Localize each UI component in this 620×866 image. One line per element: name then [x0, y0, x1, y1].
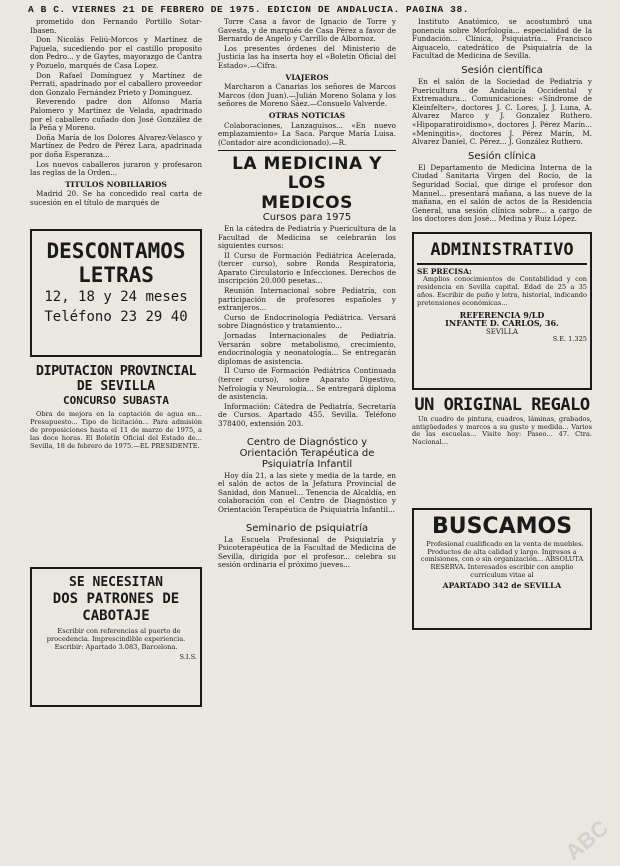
ad-administrativo — [412, 232, 592, 390]
ad-body: Un cuadro de pintura, cuadros, láminas, grabados, antigüedades y marcos a su gusto y medida... Varios de las escuelas... Visite hoy: Paseo... 47. Ctra. Nacional... — [412, 414, 592, 447]
paragraph: Don Rafael Domínguez y Martínez de Perrati, apadrinado por el caballero proveedor don Gonzalo Fernández Prieto y Dominguez. — [30, 70, 202, 97]
section-heading: TITULOS NOBILIARIOS — [65, 179, 167, 189]
ad-headline: CABOTAJE — [82, 608, 150, 625]
ad-buscamos — [412, 508, 592, 630]
paragraph: II Curso de Formación Pediátrica Acelerada, (tercer curso), sobre Ronda Respiratoria, Aparato Circulatorio e Infecciones. Derechos de inscripción 20.000 pesetas... — [218, 250, 396, 286]
ad-headline: BUSCAMOS — [431, 513, 573, 539]
paragraph: prometido don Fernando Portillo Sotar-Ibasen. — [30, 17, 202, 35]
page-header: A B C. VIERNES 21 DE FEBRERO DE 1975. EDICION DE ANDALUCIA. PAGINA 38. — [28, 4, 470, 15]
paragraph: Torre Casa a favor de Ignacio de Torre y Gavesta, y de marqués de Casa Pérez a favor de Bernardo de Angelo y Carrillo de Albornoz. — [218, 17, 396, 44]
ad-diputacion — [30, 363, 202, 563]
ad-ref: APARTADO 342 de SEVILLA — [442, 580, 562, 590]
paragraph: Doña María de los Dolores Alvarez-Velasco y Martínez de Pedro de Pérez Lara, apadrinada por doña Esperanza... — [30, 132, 202, 159]
ad-headline: DE SEVILLA — [76, 379, 156, 395]
ad-phone: Teléfono 23 29 40 — [44, 309, 188, 326]
paragraph: Curso de Endocrinología Pediátrica. Versará sobre Diagnóstico y tratamiento... — [218, 312, 396, 331]
paragraph: Instituto Anatómico, se acostumbró una ponencia sobre Morfología... especialidad de la Fundación... Clínica, Psiquiatría... Francisco Aiguacelo, catedrático de Psiquiatría de la Facultad de Medicina de Sevilla. — [412, 17, 592, 61]
ad-subheadline: CONCURSO SUBASTA — [63, 394, 169, 408]
section-heading: Sesión científica — [461, 64, 543, 76]
article-title: MEDICOS — [261, 193, 353, 214]
ad-city: SEVILLA — [485, 327, 519, 336]
section-heading: Sesión clínica — [468, 150, 536, 162]
section-heading: VIAJEROS — [285, 72, 329, 82]
column-2 — [218, 18, 396, 571]
paragraph: Los presentes órdenes del Ministerio de Justicia las ha inserta hoy el «Boletín Oficial del Estado».—Cifra. — [218, 43, 396, 70]
section-heading: Seminario de psiquiatría — [245, 522, 369, 534]
paragraph: II Curso de Formación Pediátrica Continuada (tercer curso), sobre Aparato Digestivo, Nefrología y Neurología... Se entregará diploma de asistencia. — [218, 366, 396, 402]
ad-headline: ADMINISTRATIVO — [417, 237, 587, 265]
paragraph: En la cátedra de Pediatría y Puericultura de la Facultad de Medicina se celebrarán los siguientes cursos: — [218, 223, 396, 251]
article-title: LA MEDICINA Y LOS — [232, 154, 382, 194]
article-subtitle: Cursos para 1975 — [262, 212, 352, 224]
paragraph: Reunión Internacional sobre Pediatría, con participación de profesores españoles y extranjeros... — [218, 286, 396, 313]
paragraph: La Escuela Profesional de Psiquiatría y Psicoterapéutica de la Facultad de Medicina de Sevilla, dirigida por el profesor... celebra su sesión ordinaria el próximo jueves... — [218, 534, 396, 570]
ad-headline: UN ORIGINAL REGALO — [414, 394, 590, 415]
paragraph: Los nuevos caballeros juraron y profesaron las reglas de la Orden... — [30, 159, 202, 178]
ad-regalo — [412, 394, 592, 504]
paragraph: Jornadas Internacionales de Pediatría. Versarán sobre metabolismo, crecimiento, endocrinología y neonatología... Se entregarán diplomas de asistencia. — [218, 331, 396, 366]
ad-ref: S.E. 1.325 — [552, 335, 587, 344]
ad-headline: DOS PATRONES DE — [52, 591, 180, 608]
ad-body: Amplios conocimientos de Contabilidad y con residencia en Sevilla capital. Edad de 25 a 35 años. Escribir de puño y letra, historial, indicando pretensiones económicas... — [417, 275, 587, 307]
ad-descontamos — [30, 229, 202, 357]
section-heading: Centro de Diagnóstico y Orientación Terapéutica de Psiquiatría Infantil — [239, 436, 375, 470]
paragraph: Hoy día 21, a las siete y media de la tarde, en el salón de actos de la Jefatura Provincial de Sanidad, don Manuel... Tenencia de Alcaldía, en colaboración con el Centro de Diagnóstico y Orientación Terapéutica de Psiquiatría Infantil... — [218, 470, 396, 514]
ad-body: Obra de mejora en la captación de agua en... Presupuesto... Tipo de licitación... Para admisión de proposiciones hasta el 11 de marzo de 1975, a las doce horas. El Boletín Oficial del Estado de... Sevilla, 18 de febrero de 1975.—EL PRESIDENTE. — [30, 410, 202, 450]
paragraph: Don Nicolás Feliú-Morcos y Martínez de Pajuela, sucediendo por el castillo proposito don Pedro... y de Gaytes, mayorazgo de Cantra y Pozuelo, marqués de Casa Lopez. — [30, 35, 202, 70]
watermark-logo: ABC — [560, 815, 614, 865]
column-1 — [30, 18, 202, 711]
ad-headline: DESCONTAMOS — [46, 239, 186, 264]
ad-headline: SE NECESITAN — [69, 575, 163, 591]
ad-headline: LETRAS — [78, 263, 154, 288]
paragraph: Madrid 20. Se ha concedido real carta de sucesión en el título de marqués de — [30, 189, 202, 207]
paragraph: Marcharon a Canarias los señores de Marcos Marcos (don Juan).—Julián Moreno Solana y los señores de Moreno Sáez.—Consuelo Valverde. — [218, 82, 396, 109]
paragraph: Reverendo padre don Alfonso María Palomero y Martínez de Velada, apadrinado por el caballero cuñado don José González de la Peña y Moreno. — [30, 97, 202, 133]
ad-headline: DIPUTACION PROVINCIAL — [35, 363, 197, 380]
ad-patrones — [30, 567, 202, 707]
paragraph: Información: Cátedra de Pediatría, Secretaría de Cursos. Apartado 455. Sevilla. Teléfono 378400, extensión 203. — [218, 401, 396, 428]
ad-body: Escribir con referencias al puerto de procedencia. Imprescindible experiencia. Escribir: Apartado 3.083, Barcelona. — [46, 627, 186, 652]
ad-body: Profesional cualificado en la venta de muebles. Productos de alta calidad y largo. Ingresos a comisiones, con o sin organización... ABSOLUTA RESERVA. Interesados escribir con amplio currículum vitae al — [420, 539, 584, 580]
ad-ref: REFERENCIA 9/LD — [459, 309, 545, 320]
section-heading: OTRAS NOTICIAS — [268, 110, 346, 120]
paragraph: El Departamento de Medicina Interna de la Ciudad Sanitaria Virgen del Rocío, de la Seguridad Social, que dirige el profesor don Manuel... presentará mañana, a las nueve de la mañana, en el salón de actos de la Residencia General, una sesión clínica sobre... a cargo de los doctores don José... Medina y Ruiz López. — [412, 162, 592, 224]
ad-ref: S.I.S. — [179, 652, 197, 661]
ad-terms: 12, 18 y 24 meses — [44, 289, 188, 306]
paragraph: Colaboraciones, Lanzaguisos... «En nuevo emplazamiento» La Saca. Parque María Luisa. (Contador aire acondicionado).—R. — [218, 120, 396, 147]
column-3 — [412, 18, 592, 634]
ad-address: INFANTE D. CARLOS, 36. — [445, 318, 559, 329]
divider — [218, 150, 396, 151]
paragraph: En el salón de la Sociedad de Pediatría y Puericultura de Andalucía Occidental y Extremadura... Comunicaciones: «Síndrome de Kleinfelter», doctores J. C. Lores, J. J. Luna, A. Alvarez Marco y J. Gonzalez Ruthero. «Hipoparatiroidismo», doctores J. Pérez Marín... «Meningitis», doctores J. Pérez Marín, M. Alvarez Daniel, C. Pérez... J. González Ruthero. — [412, 76, 592, 147]
ad-label: SE PRECISA: — [417, 266, 472, 276]
